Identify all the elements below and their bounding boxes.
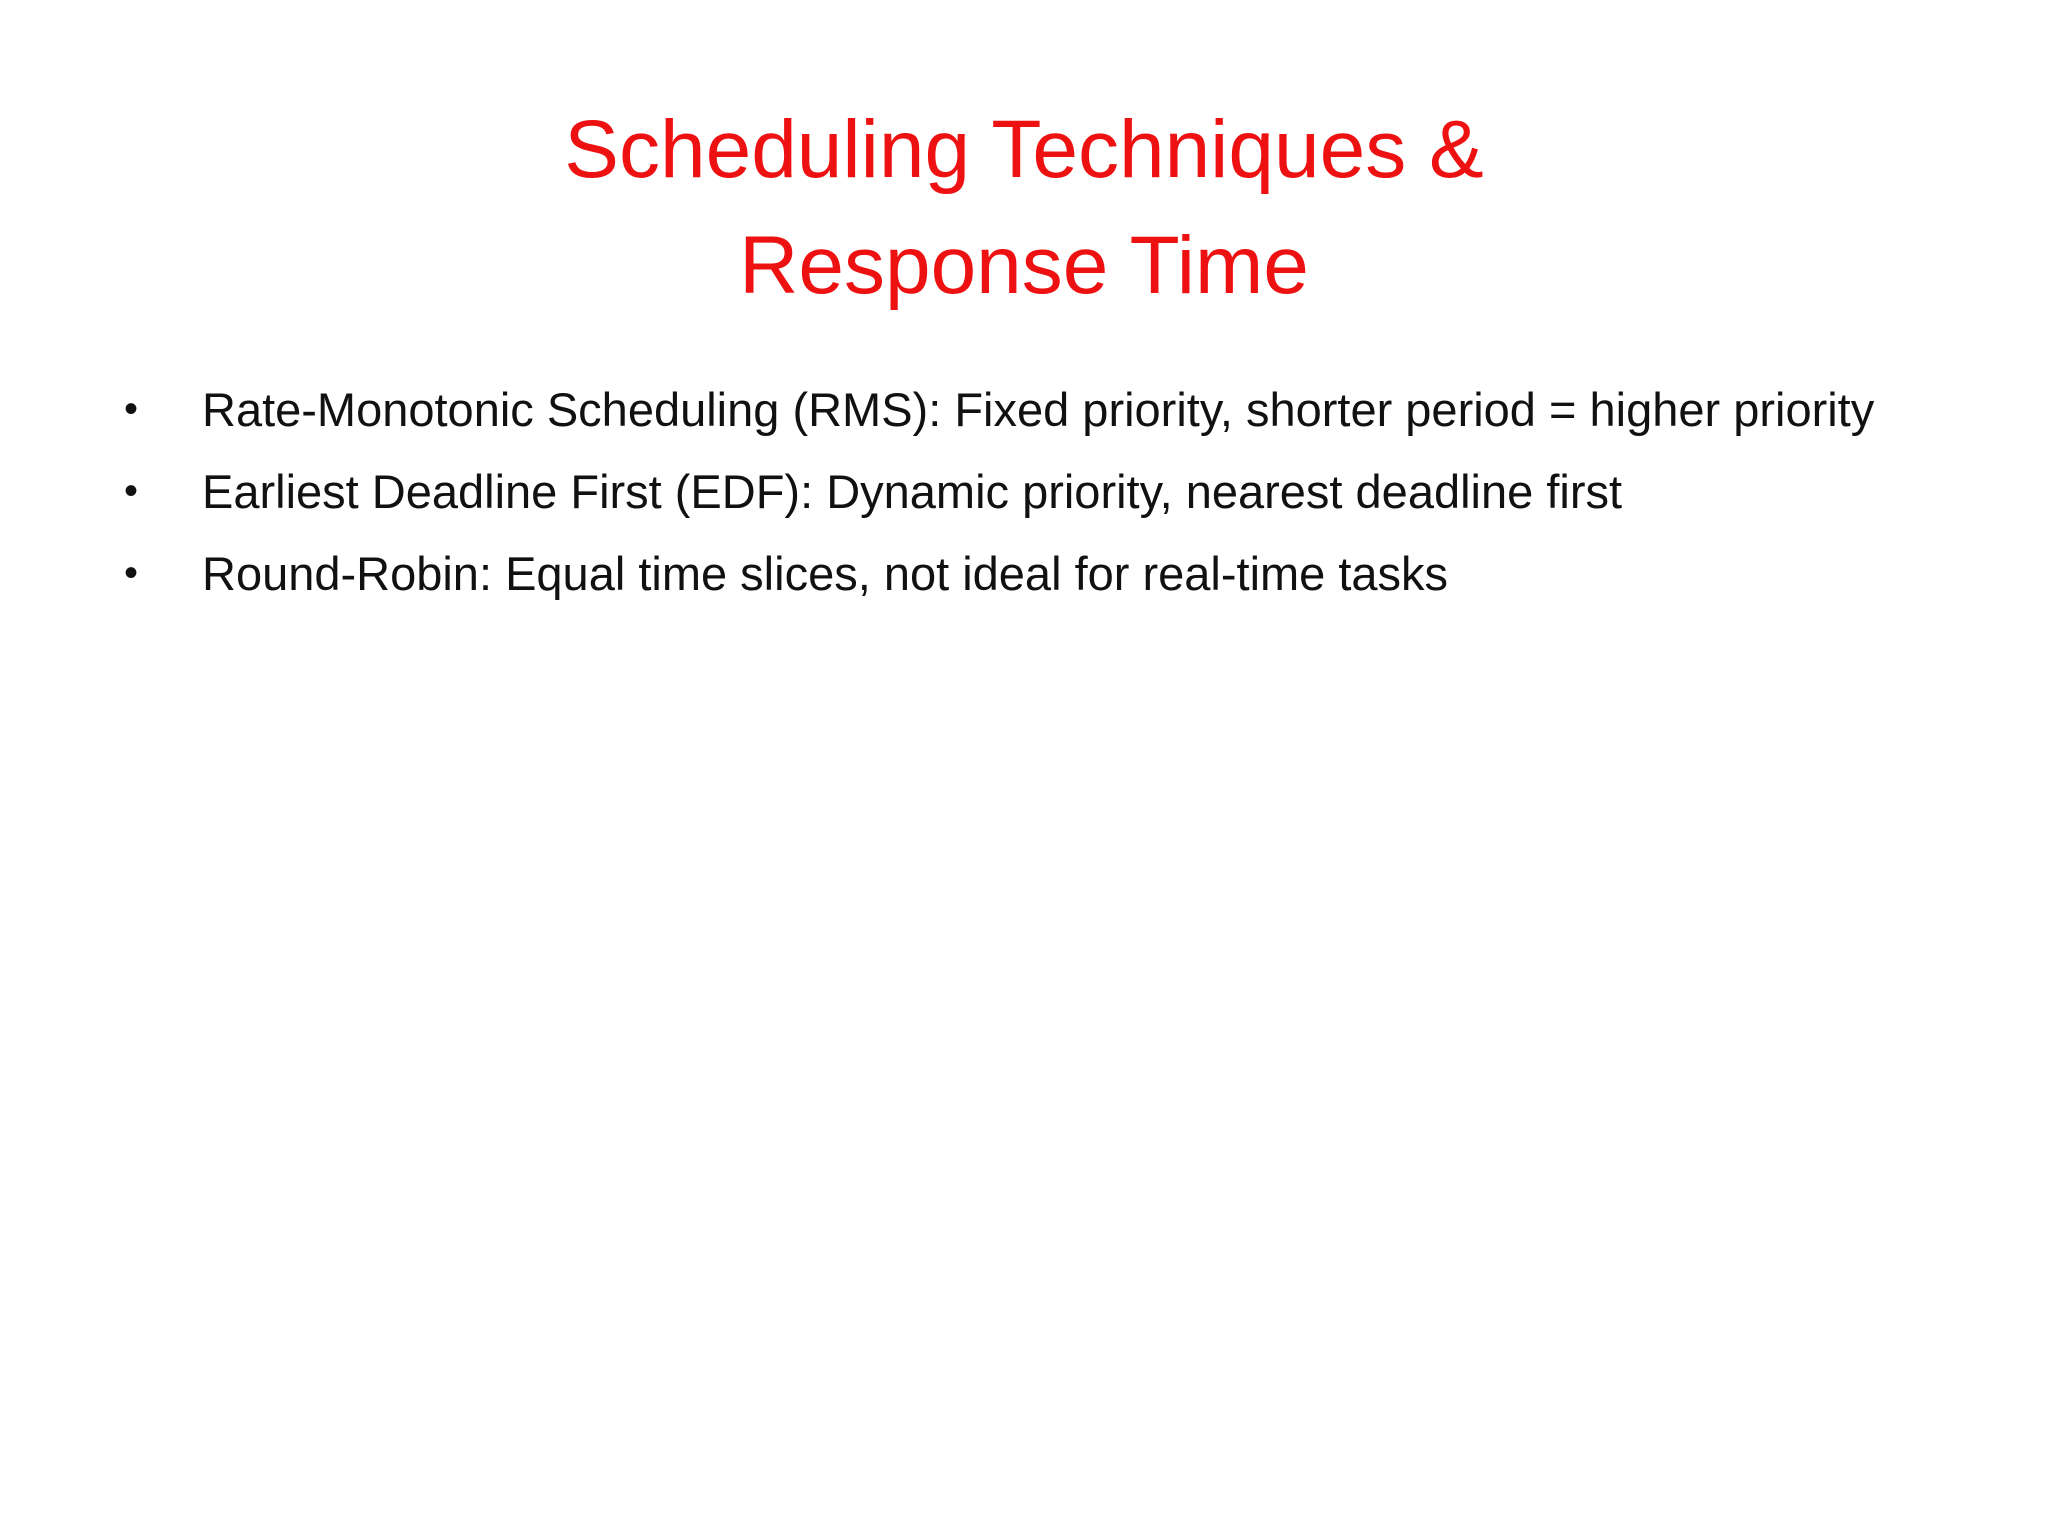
bullet-dot-icon: • [124,469,139,513]
bullet-text-edf: Earliest Deadline First (EDF): Dynamic priority, nearest deadline first [202,465,1623,518]
bullet-dot-icon: • [124,551,139,595]
slide-title [140,92,1908,324]
bullet-item-edf [118,458,1938,525]
slide-title-line-1: Scheduling Techniques & [564,104,1484,195]
bullet-text-rms: Rate-Monotonic Scheduling (RMS): Fixed priority, shorter period = higher priority [202,383,1875,436]
bullet-item-rms [118,376,1938,443]
bullet-text-round-robin: Round-Robin: Equal time slices, not ideal for real-time tasks [202,547,1449,600]
bullet-list [118,376,1938,622]
bullet-dot-icon: • [124,387,139,431]
bullet-item-round-robin [118,540,1938,607]
slide-title-line-2: Response Time [739,220,1309,311]
